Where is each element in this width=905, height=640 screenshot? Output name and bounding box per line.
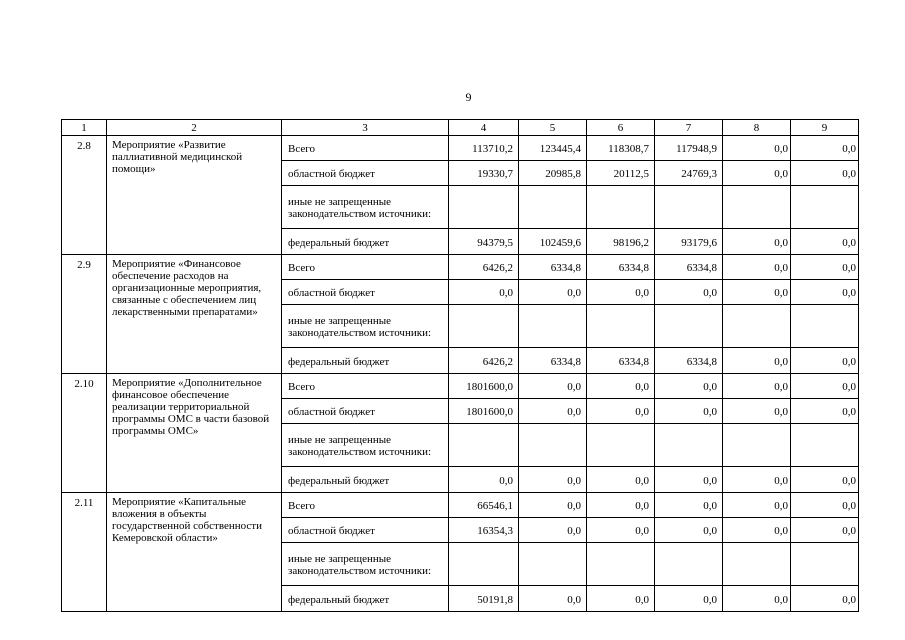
amount-cell: 19330,7: [449, 161, 519, 186]
table-row: [62, 374, 859, 399]
amount-cell: 0,0: [723, 348, 791, 374]
table-body: [62, 136, 859, 612]
amount-cell: 0,0: [791, 586, 859, 612]
funding-source: иные не запрещенные законодательством источники:: [282, 186, 449, 229]
funding-source: областной бюджет: [282, 399, 449, 424]
amount-cell: [449, 305, 519, 348]
amount-cell: 0,0: [587, 374, 655, 399]
amount-cell: 0,0: [587, 399, 655, 424]
amount-cell: [449, 424, 519, 467]
amount-cell: 0,0: [723, 280, 791, 305]
amount-cell: 102459,6: [519, 229, 587, 255]
amount-cell: 0,0: [655, 467, 723, 493]
amount-cell: 1801600,0: [449, 374, 519, 399]
table-row: [62, 493, 859, 518]
column-header: 2: [107, 120, 282, 136]
amount-cell: 6334,8: [587, 348, 655, 374]
amount-cell: 0,0: [791, 161, 859, 186]
amount-cell: [519, 305, 587, 348]
amount-cell: [655, 424, 723, 467]
column-header: 9: [791, 120, 859, 136]
amount-cell: 16354,3: [449, 518, 519, 543]
amount-cell: 6334,8: [587, 255, 655, 280]
funding-source: областной бюджет: [282, 518, 449, 543]
funding-source: Всего: [282, 493, 449, 518]
amount-cell: 93179,6: [655, 229, 723, 255]
item-number: 2.10: [62, 374, 107, 493]
column-header: 3: [282, 120, 449, 136]
column-number-row: [62, 120, 859, 136]
amount-cell: [449, 186, 519, 229]
funding-source: иные не запрещенные законодательством источники:: [282, 543, 449, 586]
amount-cell: 6426,2: [449, 255, 519, 280]
amount-cell: 66546,1: [449, 493, 519, 518]
funding-source: федеральный бюджет: [282, 586, 449, 612]
funding-source: Всего: [282, 255, 449, 280]
amount-cell: [655, 186, 723, 229]
column-header: 5: [519, 120, 587, 136]
activity-name: Мероприятие «Дополнительное финансовое обеспечение реализации территориальной программы ОМС в части базовой программы ОМС»: [107, 374, 282, 493]
amount-cell: [655, 543, 723, 586]
table-row: [62, 136, 859, 161]
amount-cell: [723, 305, 791, 348]
amount-cell: 24769,3: [655, 161, 723, 186]
amount-cell: 0,0: [791, 493, 859, 518]
funding-source: федеральный бюджет: [282, 348, 449, 374]
amount-cell: [791, 424, 859, 467]
amount-cell: 0,0: [791, 374, 859, 399]
amount-cell: [791, 186, 859, 229]
column-header: 6: [587, 120, 655, 136]
amount-cell: [791, 305, 859, 348]
amount-cell: [587, 543, 655, 586]
amount-cell: 0,0: [519, 493, 587, 518]
amount-cell: 0,0: [791, 255, 859, 280]
amount-cell: 0,0: [723, 586, 791, 612]
amount-cell: [519, 543, 587, 586]
amount-cell: [519, 186, 587, 229]
table-row: [62, 255, 859, 280]
amount-cell: 0,0: [791, 280, 859, 305]
amount-cell: 0,0: [587, 493, 655, 518]
amount-cell: 98196,2: [587, 229, 655, 255]
funding-source: иные не запрещенные законодательством источники:: [282, 305, 449, 348]
amount-cell: 0,0: [791, 136, 859, 161]
amount-cell: 1801600,0: [449, 399, 519, 424]
amount-cell: 0,0: [587, 586, 655, 612]
amount-cell: 0,0: [723, 136, 791, 161]
funding-source: иные не запрещенные законодательством источники:: [282, 424, 449, 467]
funding-source: Всего: [282, 374, 449, 399]
activity-name: Мероприятие «Развитие паллиативной медицинской помощи»: [107, 136, 282, 255]
amount-cell: 0,0: [519, 399, 587, 424]
column-header: 8: [723, 120, 791, 136]
amount-cell: 0,0: [449, 280, 519, 305]
amount-cell: 0,0: [587, 518, 655, 543]
amount-cell: 0,0: [791, 399, 859, 424]
amount-cell: 0,0: [449, 467, 519, 493]
amount-cell: 0,0: [723, 229, 791, 255]
funding-source: федеральный бюджет: [282, 229, 449, 255]
amount-cell: [519, 424, 587, 467]
amount-cell: 0,0: [655, 493, 723, 518]
amount-cell: 0,0: [519, 518, 587, 543]
amount-cell: [655, 305, 723, 348]
column-header: 7: [655, 120, 723, 136]
page-number: 9: [465, 90, 472, 104]
amount-cell: [723, 424, 791, 467]
amount-cell: 0,0: [587, 467, 655, 493]
amount-cell: 0,0: [723, 374, 791, 399]
budget-table: [61, 119, 859, 612]
amount-cell: 0,0: [519, 467, 587, 493]
amount-cell: [723, 543, 791, 586]
amount-cell: 0,0: [723, 467, 791, 493]
amount-cell: 0,0: [791, 348, 859, 374]
amount-cell: 0,0: [723, 255, 791, 280]
amount-cell: 123445,4: [519, 136, 587, 161]
amount-cell: 94379,5: [449, 229, 519, 255]
amount-cell: 50191,8: [449, 586, 519, 612]
funding-source: областной бюджет: [282, 280, 449, 305]
amount-cell: 0,0: [519, 586, 587, 612]
amount-cell: 6334,8: [519, 255, 587, 280]
column-header: 4: [449, 120, 519, 136]
item-number: 2.8: [62, 136, 107, 255]
amount-cell: 113710,2: [449, 136, 519, 161]
amount-cell: 0,0: [723, 493, 791, 518]
activity-name: Мероприятие «Капитальные вложения в объекты государственной собственности Кемеровской области»: [107, 493, 282, 612]
amount-cell: 0,0: [723, 399, 791, 424]
amount-cell: 0,0: [655, 280, 723, 305]
amount-cell: 0,0: [655, 586, 723, 612]
amount-cell: 20985,8: [519, 161, 587, 186]
amount-cell: 0,0: [791, 229, 859, 255]
item-number: 2.11: [62, 493, 107, 612]
amount-cell: 0,0: [723, 161, 791, 186]
amount-cell: 6334,8: [519, 348, 587, 374]
amount-cell: 118308,7: [587, 136, 655, 161]
funding-source: Всего: [282, 136, 449, 161]
amount-cell: 0,0: [723, 518, 791, 543]
amount-cell: 0,0: [655, 399, 723, 424]
funding-source: федеральный бюджет: [282, 467, 449, 493]
amount-cell: [723, 186, 791, 229]
amount-cell: [587, 186, 655, 229]
amount-cell: 0,0: [519, 374, 587, 399]
amount-cell: 0,0: [519, 280, 587, 305]
amount-cell: 0,0: [791, 467, 859, 493]
amount-cell: 6334,8: [655, 255, 723, 280]
amount-cell: 0,0: [655, 374, 723, 399]
activity-name: Мероприятие «Финансовое обеспечение расходов на организационные мероприятия, связанные с обеспечением лиц лекарственными препаратами»: [107, 255, 282, 374]
amount-cell: 0,0: [791, 518, 859, 543]
amount-cell: 6334,8: [655, 348, 723, 374]
amount-cell: [587, 305, 655, 348]
item-number: 2.9: [62, 255, 107, 374]
amount-cell: 20112,5: [587, 161, 655, 186]
amount-cell: [587, 424, 655, 467]
amount-cell: 0,0: [655, 518, 723, 543]
funding-source: областной бюджет: [282, 161, 449, 186]
amount-cell: [791, 543, 859, 586]
amount-cell: 0,0: [587, 280, 655, 305]
amount-cell: 6426,2: [449, 348, 519, 374]
column-header: 1: [62, 120, 107, 136]
amount-cell: [449, 543, 519, 586]
amount-cell: 117948,9: [655, 136, 723, 161]
